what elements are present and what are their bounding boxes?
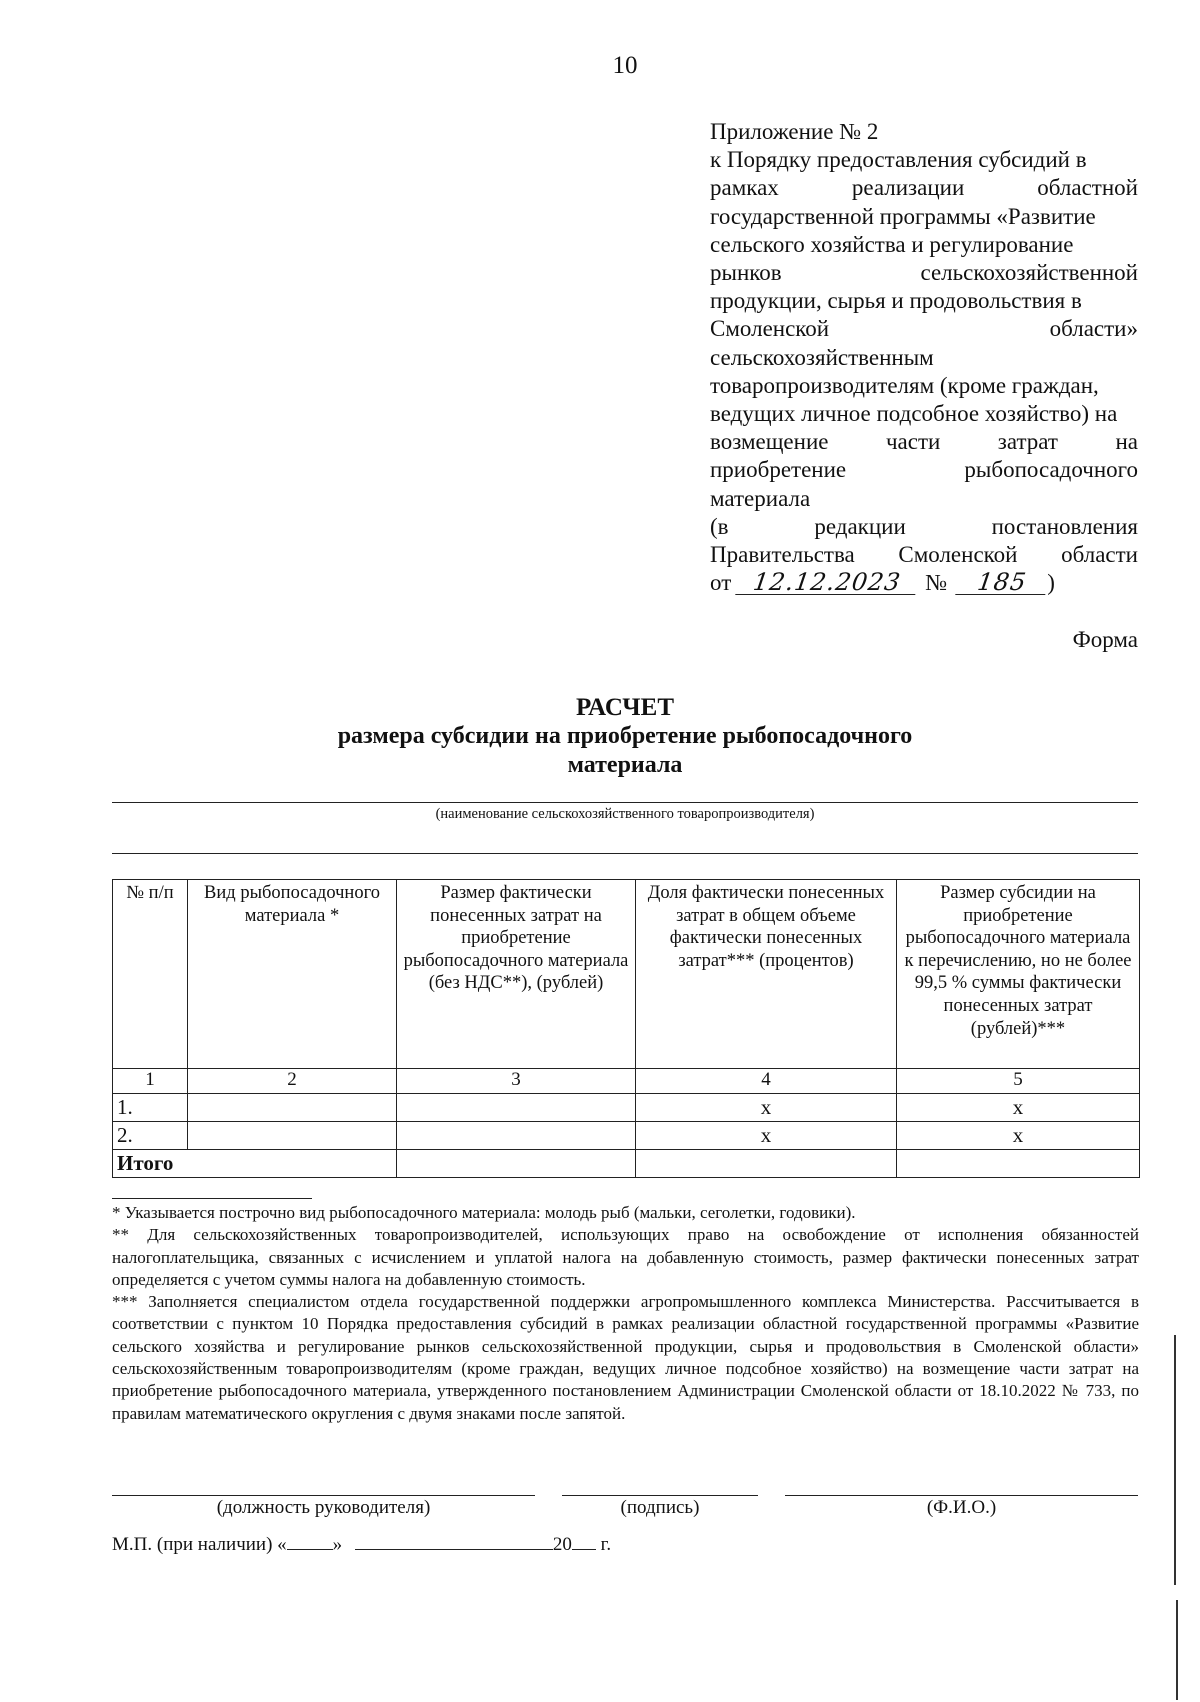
column-number: 2 — [188, 1069, 397, 1094]
stamp-date-row — [112, 1531, 611, 1556]
actual-costs-cell[interactable] — [397, 1122, 636, 1150]
appendix-word: рыбопосадочного — [964, 457, 1138, 483]
stamp-prefix: М.П. (при наличии) « — [112, 1534, 287, 1555]
title-line-1: РАСЧЕТ — [575, 694, 674, 721]
row-number: 2. — [113, 1122, 188, 1150]
total-row — [113, 1150, 1140, 1178]
handwritten-date: 12.12.2023 — [735, 570, 919, 595]
column-number: 4 — [636, 1069, 897, 1094]
number-sign: № — [925, 570, 948, 596]
appendix-word: области — [1061, 542, 1138, 568]
table-row — [113, 1122, 1140, 1150]
appendix-date-line — [710, 569, 1138, 597]
total-subsidy-cell[interactable] — [897, 1150, 1140, 1178]
appendix-line — [710, 456, 1138, 484]
appendix-line: Приложение № 2 — [710, 119, 879, 144]
appendix-line: государственной программы «Развитие — [710, 203, 1096, 229]
column-number: 1 — [113, 1069, 188, 1094]
close-quote: » — [332, 1534, 343, 1555]
footnote-2: ** Для сельскохозяйственных товаропроизводителей, использующих право на освобождение от исполнения обязанностей налогоплательщика, связанных с исчислением и уплатой налога на добавленную стоимость, размер фактически понесенных затрат определяется с учетом суммы налога на добавленную стоимость. — [112, 1225, 1139, 1289]
row-number: 1. — [113, 1094, 188, 1122]
appendix-word: области» — [1049, 316, 1138, 342]
calculation-table — [112, 879, 1140, 1178]
appendix-line — [710, 428, 1138, 456]
material-type-cell[interactable] — [188, 1094, 397, 1122]
appendix-word: части — [885, 429, 941, 455]
full-name-line[interactable] — [785, 1495, 1138, 1496]
signature-label: (подпись) — [620, 1497, 700, 1518]
appendix-line: продукции, сырья и продовольствия в — [710, 288, 1082, 314]
title-line-3: материала — [567, 752, 683, 778]
appendix-word: Правительства — [710, 542, 855, 568]
appendix-line: товаропроизводителям (кроме граждан, — [710, 372, 1099, 398]
position-line[interactable] — [112, 1495, 535, 1496]
table-row — [113, 1094, 1140, 1122]
appendix-line: материала — [710, 485, 811, 511]
signature-line[interactable] — [562, 1495, 758, 1496]
subsidy-amount-cell: х — [897, 1122, 1140, 1150]
appendix-word: рамках — [710, 175, 779, 201]
header-actual-costs: Размер фактически понесенных затрат на приобретение рыбопосадочного материала (без НДС**), (рублей) — [397, 880, 636, 1069]
appendix-line: сельского хозяйства и регулирование — [710, 231, 1074, 257]
year-suffix: г. — [600, 1534, 612, 1555]
footnote-1: * Указывается построчно вид рыбопосадочного материала: молодь рыб (мальки, сеголетки, годовики). — [112, 1203, 856, 1222]
footnotes — [112, 1202, 1139, 1425]
document-title — [0, 693, 1200, 780]
appendix-word: рынков — [710, 260, 782, 286]
header-number: № п/п — [113, 880, 188, 1069]
handwritten-number: 185 — [955, 570, 1049, 595]
total-label: Итого — [113, 1150, 397, 1178]
appendix-word: сельскохозяйственной — [920, 260, 1138, 286]
header-cost-share: Доля фактически понесенных затрат в общем объеме фактически понесенных затрат*** (процентов) — [636, 880, 897, 1069]
subsidy-amount-cell: х — [897, 1094, 1140, 1122]
close-paren: ) — [1047, 570, 1055, 596]
appendix-word: Смоленской — [710, 316, 830, 342]
appendix-line: к Порядку предоставления субсидий в — [710, 147, 1087, 173]
appendix-word: областной — [1037, 175, 1138, 201]
appendix-line — [710, 513, 1138, 541]
year-prefix: 20 — [552, 1534, 572, 1555]
title-line-2: размера субсидии на приобретение рыбопосадочного — [337, 723, 913, 749]
appendix-word: возмещение — [710, 429, 829, 455]
total-actual-costs-cell[interactable] — [397, 1150, 636, 1178]
appendix-word: редакции — [814, 513, 906, 539]
appendix-line: сельскохозяйственным — [710, 344, 934, 370]
appendix-word: постановления — [991, 513, 1138, 539]
appendix-block — [710, 118, 1138, 597]
column-number: 3 — [397, 1069, 636, 1094]
year-blank[interactable] — [572, 1531, 596, 1550]
appendix-word: на — [1115, 429, 1138, 455]
appendix-word: затрат — [997, 429, 1058, 455]
appendix-line — [710, 174, 1138, 202]
footnote-divider — [112, 1198, 312, 1199]
producer-name-caption: (наименование сельскохозяйственного товаропроизводителя) — [435, 806, 815, 822]
scan-edge-mark — [1176, 1600, 1178, 1700]
table-header-row — [113, 880, 1140, 1069]
header-material-type: Вид рыбопосадочного материала * — [188, 880, 397, 1069]
appendix-line: ведущих личное подсобное хозяйство) на — [710, 401, 1118, 427]
appendix-word: (в — [710, 513, 729, 539]
month-blank[interactable] — [355, 1531, 553, 1550]
appendix-line — [710, 259, 1138, 287]
date-prefix: от — [710, 570, 732, 596]
day-blank[interactable] — [287, 1531, 333, 1550]
appendix-word: реализации — [851, 175, 965, 201]
appendix-word: Смоленской — [898, 542, 1018, 568]
full-name-label: (Ф.И.О.) — [926, 1497, 997, 1518]
appendix-line — [710, 315, 1138, 343]
form-label: Форма — [1072, 627, 1138, 652]
total-cost-share-cell[interactable] — [636, 1150, 897, 1178]
cost-share-cell: х — [636, 1122, 897, 1150]
scan-edge-mark — [1174, 1335, 1176, 1585]
appendix-word: приобретение — [710, 457, 847, 483]
header-subsidy-amount: Размер субсидии на приобретение рыбопосадочного материала к перечислению, но не более 99,5 % суммы фактически понесенных затрат (рублей)*** — [897, 880, 1140, 1069]
page-number: 10 — [612, 52, 638, 79]
producer-name-line[interactable] — [112, 802, 1138, 803]
appendix-line — [710, 541, 1138, 569]
position-label: (должность руководителя) — [216, 1497, 431, 1518]
column-numbers-row — [113, 1069, 1140, 1094]
footnote-3: *** Заполняется специалистом отдела государственной поддержки агропромышленного комплекса Министерства. Рассчитывается в соответствии с пунктом 10 Порядка предоставления субсидий в рамках реализации областной государственной программы «Развитие сельского хозяйства и регулирование рынков сельскохозяйственной продукции, сырья и продовольствия в Смоленской области» сельскохозяйственным товаропроизводителям (кроме граждан, ведущих личное подсобное хозяйство) на возмещение части затрат на приобретение рыбопосадочного материала, утвержденного постановлением Администрации Смоленской области от 18.10.2022 № 733, по правилам математического округления с двумя знаками после запятой. — [112, 1292, 1139, 1423]
actual-costs-cell[interactable] — [397, 1094, 636, 1122]
material-type-cell[interactable] — [188, 1122, 397, 1150]
column-number: 5 — [897, 1069, 1140, 1094]
cost-share-cell: х — [636, 1094, 897, 1122]
producer-name-line-2[interactable] — [112, 853, 1138, 854]
